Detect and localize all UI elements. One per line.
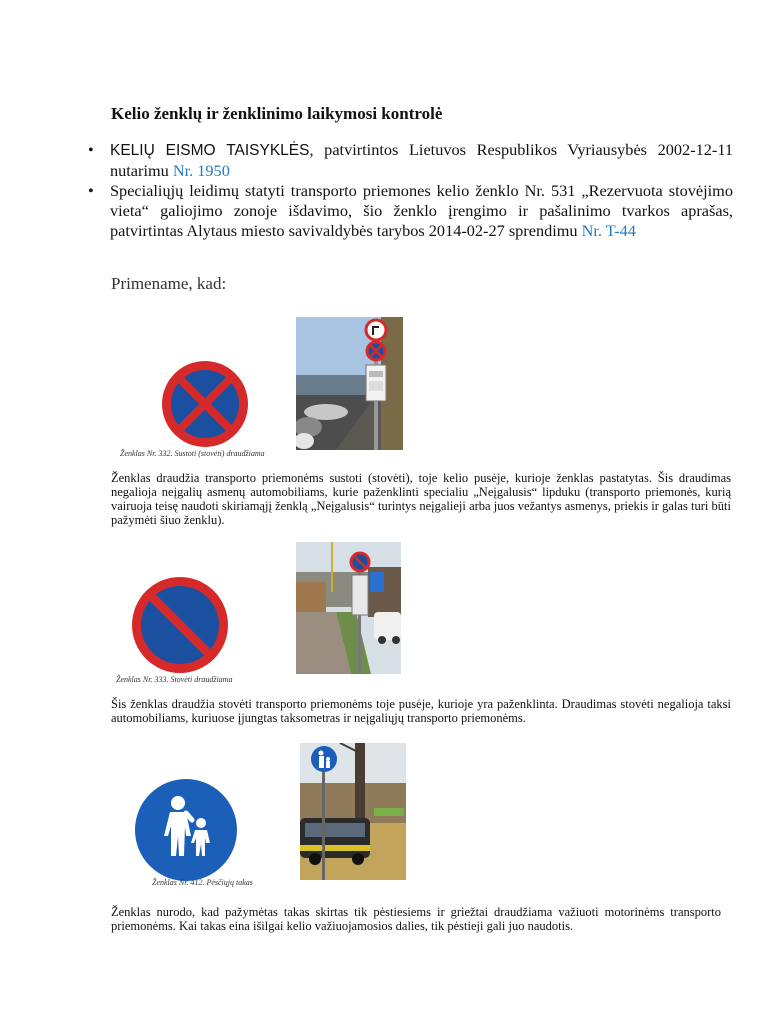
no-parking-sign-icon (130, 575, 230, 675)
sign-caption: Ženklas Nr. 332. Sustoti (stovėti) draudžiama (120, 449, 265, 458)
no-stopping-sign-icon (160, 359, 250, 449)
reminder-text: Primename, kad: (111, 274, 227, 293)
sign-description: Ženklas nurodo, kad pažymėtas takas skirtas tik pėstiesiems ir griežtai draudžiama važiuoti motorinėms transporto priemonėms. Kai takas eina išilgai kelio važiuojamosios dalies, tik pėstieji gali juo naudotis. (111, 905, 721, 933)
street-photo-no-parking (296, 542, 401, 674)
sign-description: Šis ženklas draudžia stovėti transporto priemonėms toje pusėje, kurioje yra paženklinta. Draudimas stovėti negalioja taksi automobiliams, kuriuose įjungtas taksometras ir neįgaliųjų transporto priemonėms. (111, 697, 731, 725)
bullet-icon: • (88, 181, 94, 200)
pedestrian-path-sign-icon (134, 778, 238, 882)
sign-description: Ženklas draudžia transporto priemonėms sustoti (stovėti), toje kelio pusėje, kurioje ženklas pastatytas. Šis draudimas negalioja neįgalių asmenų automobiliams, kurie paženklinti specialiu „Neįgalusis“ lipduku (transporto priemonės, kurią vairuoja teisę naudoti skiriamąjį ženklą „Neįgalusis“ turintys neįgalieji arba juos vežantys asmenys, priekis ir galas turi būti pažymėti šiuo ženklu). (111, 471, 731, 527)
document-title: Kelio ženklų ir ženklinimo laikymosi kontrolė (111, 104, 443, 123)
sign-caption: Ženklas Nr. 333. Stovėti draudžiama (116, 675, 233, 684)
list-item: • Specialiųjų leidimų statyti transporto priemones kelio ženklo Nr. 531 „Rezervuota stovėjimo vieta“ galiojimo zonoje išdavimo, šio ženklo įrengimo ir pašalinimo tvarkos aprašas, patvirtintas Alytaus miesto savivaldybės tarybos 2014-02-27 sprendimu Nr. T-44 (88, 181, 733, 240)
reference-list (88, 140, 733, 241)
decision-link[interactable]: Nr. T-44 (581, 221, 636, 240)
list-item: • KELIŲ EISMO TAISYKLĖS, patvirtintos Lietuvos Respublikos Vyriausybės 2002-12-11 nutarimu Nr. 1950 (88, 140, 733, 180)
rules-title: KELIŲ EISMO TAISYKLĖS (110, 142, 310, 159)
street-photo-pedestrian-path (300, 743, 406, 880)
resolution-link[interactable]: Nr. 1950 (172, 161, 230, 180)
sign-caption: Ženklas Nr. 412. Pėsčiųjų takas (152, 878, 253, 887)
bullet-icon: • (88, 140, 94, 159)
street-photo-no-stopping (296, 317, 403, 450)
